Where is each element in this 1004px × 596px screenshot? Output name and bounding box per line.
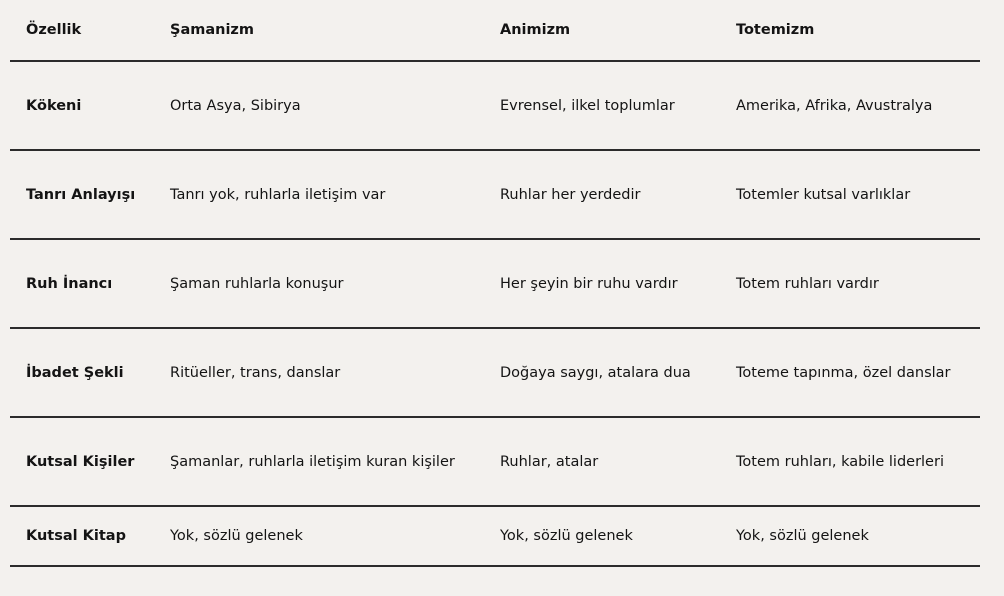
shamanism-cell: Orta Asya, Sibirya <box>154 61 484 150</box>
shamanism-cell: Tanrı yok, ruhlarla iletişim var <box>154 150 484 239</box>
table-row <box>10 239 980 328</box>
table-body <box>10 61 980 566</box>
table-row <box>10 328 980 417</box>
table-row <box>10 150 980 239</box>
row-feature-cell: Tanrı Anlayışı <box>10 150 154 239</box>
shamanism-cell: Şamanlar, ruhlarla iletişim kuran kişiler <box>154 417 484 506</box>
shamanism-cell: Şaman ruhlarla konuşur <box>154 239 484 328</box>
totemism-cell: Totem ruhları vardır <box>720 239 980 328</box>
comparison-table-container <box>10 0 980 567</box>
totemism-cell: Yok, sözlü gelenek <box>720 506 980 566</box>
animism-cell: Evrensel, ilkel toplumlar <box>484 61 720 150</box>
row-feature-cell: Kutsal Kişiler <box>10 417 154 506</box>
table-header <box>10 0 980 61</box>
row-feature-cell: Ruh İnancı <box>10 239 154 328</box>
totemism-cell: Amerika, Afrika, Avustralya <box>720 61 980 150</box>
animism-cell: Yok, sözlü gelenek <box>484 506 720 566</box>
animism-cell: Ruhlar, atalar <box>484 417 720 506</box>
comparison-table <box>10 0 980 567</box>
header-row <box>10 0 980 61</box>
animism-cell: Ruhlar her yerdedir <box>484 150 720 239</box>
totemism-cell: Totemler kutsal varlıklar <box>720 150 980 239</box>
row-feature-cell: İbadet Şekli <box>10 328 154 417</box>
table-row <box>10 506 980 566</box>
row-feature-cell: Kutsal Kitap <box>10 506 154 566</box>
totemism-cell: Totem ruhları, kabile liderleri <box>720 417 980 506</box>
shamanism-cell: Yok, sözlü gelenek <box>154 506 484 566</box>
shamanism-cell: Ritüeller, trans, danslar <box>154 328 484 417</box>
animism-cell: Doğaya saygı, atalara dua <box>484 328 720 417</box>
header-totemism: Totemizm <box>720 0 980 61</box>
header-shamanism: Şamanizm <box>154 0 484 61</box>
table-row <box>10 61 980 150</box>
row-feature-cell: Kökeni <box>10 61 154 150</box>
header-feature: Özellik <box>10 0 154 61</box>
header-animism: Animizm <box>484 0 720 61</box>
animism-cell: Her şeyin bir ruhu vardır <box>484 239 720 328</box>
table-row <box>10 417 980 506</box>
totemism-cell: Toteme tapınma, özel danslar <box>720 328 980 417</box>
